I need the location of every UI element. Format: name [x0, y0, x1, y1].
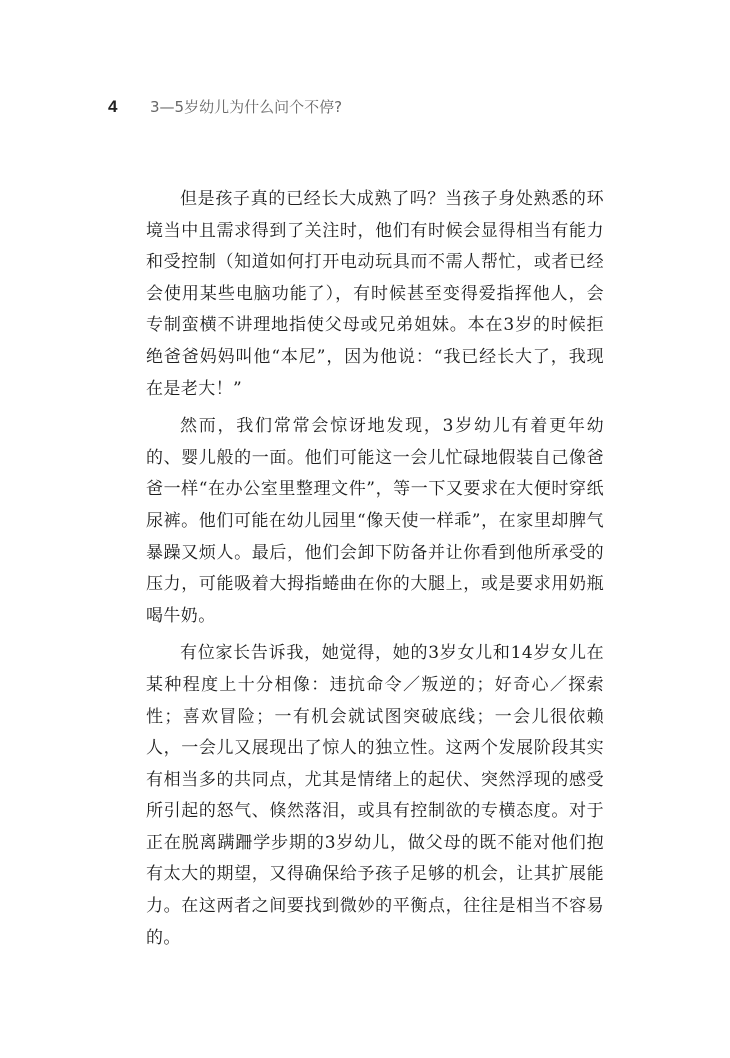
running-title: 3—5岁幼儿为什么问个不停?: [150, 98, 343, 116]
page-header: [108, 96, 342, 124]
body-text: [146, 184, 604, 960]
paragraph-3: 有位家长告诉我，她觉得，她的3岁女儿和14岁女儿在某种程度上十分相像：违抗命令／叛逆的；好奇心／探索性；喜欢冒险；一有机会就试图突破底线；一会儿很依赖人，一会儿又展现出了惊人的独立性。这两个发展阶段其实有相当多的共同点，尤其是情绪上的起伏、突然浮现的感受所引起的怒气、倏然落泪，或具有控制欲的专横态度。对于正在脱离蹒跚学步期的3岁幼儿，做父母的既不能对他们抱有太大的期望，又得确保给予孩子足够的机会，让其扩展能力。在这两者之间要找到微妙的平衡点，往往是相当不容易的。: [146, 643, 604, 948]
paragraph-2: 然而，我们常常会惊讶地发现，3岁幼儿有着更年幼的、婴儿般的一面。他们可能这一会儿忙碌地假装自己像爸爸一样“在办公室里整理文件”，等一下又要求在大便时穿纸尿裤。他们可能在幼儿园里“像天使一样乖”，在家里却脾气暴躁又烦人。最后，他们会卸下防备并让你看到他所承受的压力，可能吸着大拇指蜷曲在你的大腿上，或是要求用奶瓶喝牛奶。: [146, 416, 604, 626]
paragraph-1: 但是孩子真的已经长大成熟了吗？当孩子身处熟悉的环境当中且需求得到了关注时，他们有时候会显得相当有能力和受控制（知道如何打开电动玩具而不需人帮忙，或者已经会使用某些电脑功能了），有时候甚至变得爱指挥他人，会专制蛮横不讲理地指使父母或兄弟姐妹。本在3岁的时候拒绝爸爸妈妈叫他“本尼”，因为他说：“我已经长大了，我现在是老大！”: [146, 189, 604, 399]
page-number: 4: [108, 97, 118, 116]
